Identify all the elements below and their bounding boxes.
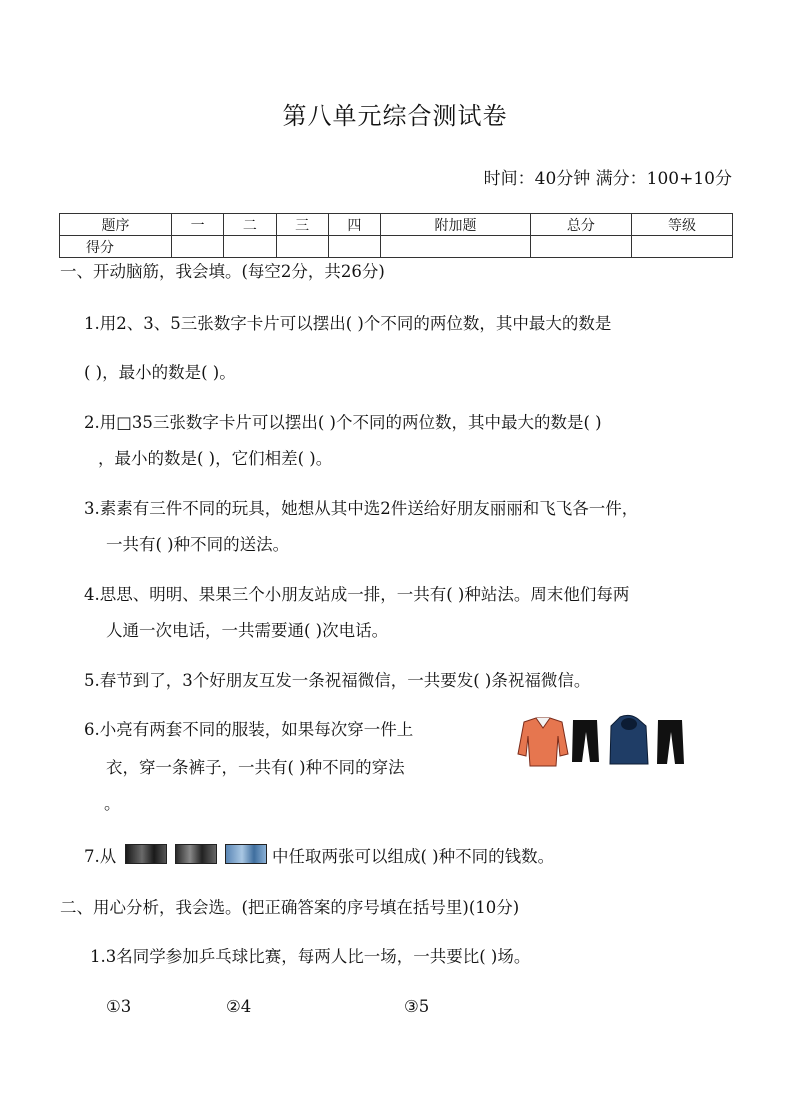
score-cell — [631, 236, 732, 258]
score-table-header-row — [60, 214, 733, 236]
option-1: ①3 — [106, 997, 132, 1016]
exam-info: 时间：40分钟 满分：100+10分 — [483, 169, 732, 189]
q1-line1: 1.用2、3、5三张数字卡片可以摆出( )个不同的两位数，其中最大的数是 — [84, 314, 612, 333]
score-cell — [224, 236, 276, 258]
clothing-icon — [510, 714, 695, 770]
q2-line1: 2.用□35三张数字卡片可以摆出( )个不同的两位数，其中最大的数是( ) — [84, 413, 602, 432]
clothing-images — [510, 714, 695, 774]
table-cell: 一 — [172, 214, 224, 236]
section1-heading: 一、开动脑筋，我会填。(每空2分，共26分) — [60, 262, 385, 281]
table-cell: 得分 — [60, 236, 172, 258]
q7-suffix: 中任取两张可以组成( )种不同的钱数。 — [272, 847, 555, 866]
option-2: ②4 — [226, 997, 252, 1016]
q5: 5.春节到了，3个好朋友互发一条祝福微信，一共要发( )条祝福微信。 — [84, 671, 591, 690]
table-cell: 三 — [276, 214, 328, 236]
score-table-score-row — [60, 236, 733, 258]
score-cell — [530, 236, 631, 258]
q6-line1: 6.小亮有两套不同的服装，如果每次穿一件上 — [84, 720, 414, 739]
table-cell: 二 — [224, 214, 276, 236]
q3-line1: 3.素素有三件不同的玩具，她想从其中选2件送给好朋友丽丽和飞飞各一件， — [84, 499, 639, 518]
q4-line2: 人通一次电话，一共需要通( )次电话。 — [106, 621, 389, 640]
q7-prefix: 7.从 — [84, 847, 117, 866]
score-cell — [328, 236, 380, 258]
score-cell — [276, 236, 328, 258]
section2-heading: 二、用心分析，我会选。(把正确答案的序号填在括号里)(10分) — [60, 898, 520, 917]
page-title: 第八单元综合测试卷 — [282, 102, 508, 130]
banknote-2-icon — [175, 844, 217, 864]
score-cell — [381, 236, 531, 258]
table-cell: 四 — [328, 214, 380, 236]
table-cell: 等级 — [631, 214, 732, 236]
table-cell: 题序 — [60, 214, 172, 236]
q3-line2: 一共有( )种不同的送法。 — [106, 535, 290, 554]
q1-line2: ( )，最小的数是( )。 — [84, 363, 236, 382]
s2-q1: 1.3名同学参加乒乓球比赛，每两人比一场，一共要比( )场。 — [90, 947, 531, 966]
q4-line1: 4.思思、明明、果果三个小朋友站成一排，一共有( )种站法。周末他们每两 — [84, 585, 630, 604]
q6-line2: 衣，穿一条裤子，一共有( )种不同的穿法 — [106, 758, 405, 777]
score-table — [59, 213, 733, 258]
table-cell: 附加题 — [381, 214, 531, 236]
q6-line3: 。 — [104, 794, 121, 813]
banknote-1-icon — [125, 844, 167, 864]
banknote-3-icon — [225, 844, 267, 864]
table-cell: 总分 — [530, 214, 631, 236]
option-3: ③5 — [404, 997, 430, 1016]
q2-line2: ，最小的数是( )，它们相差( )。 — [98, 449, 333, 468]
score-cell — [172, 236, 224, 258]
